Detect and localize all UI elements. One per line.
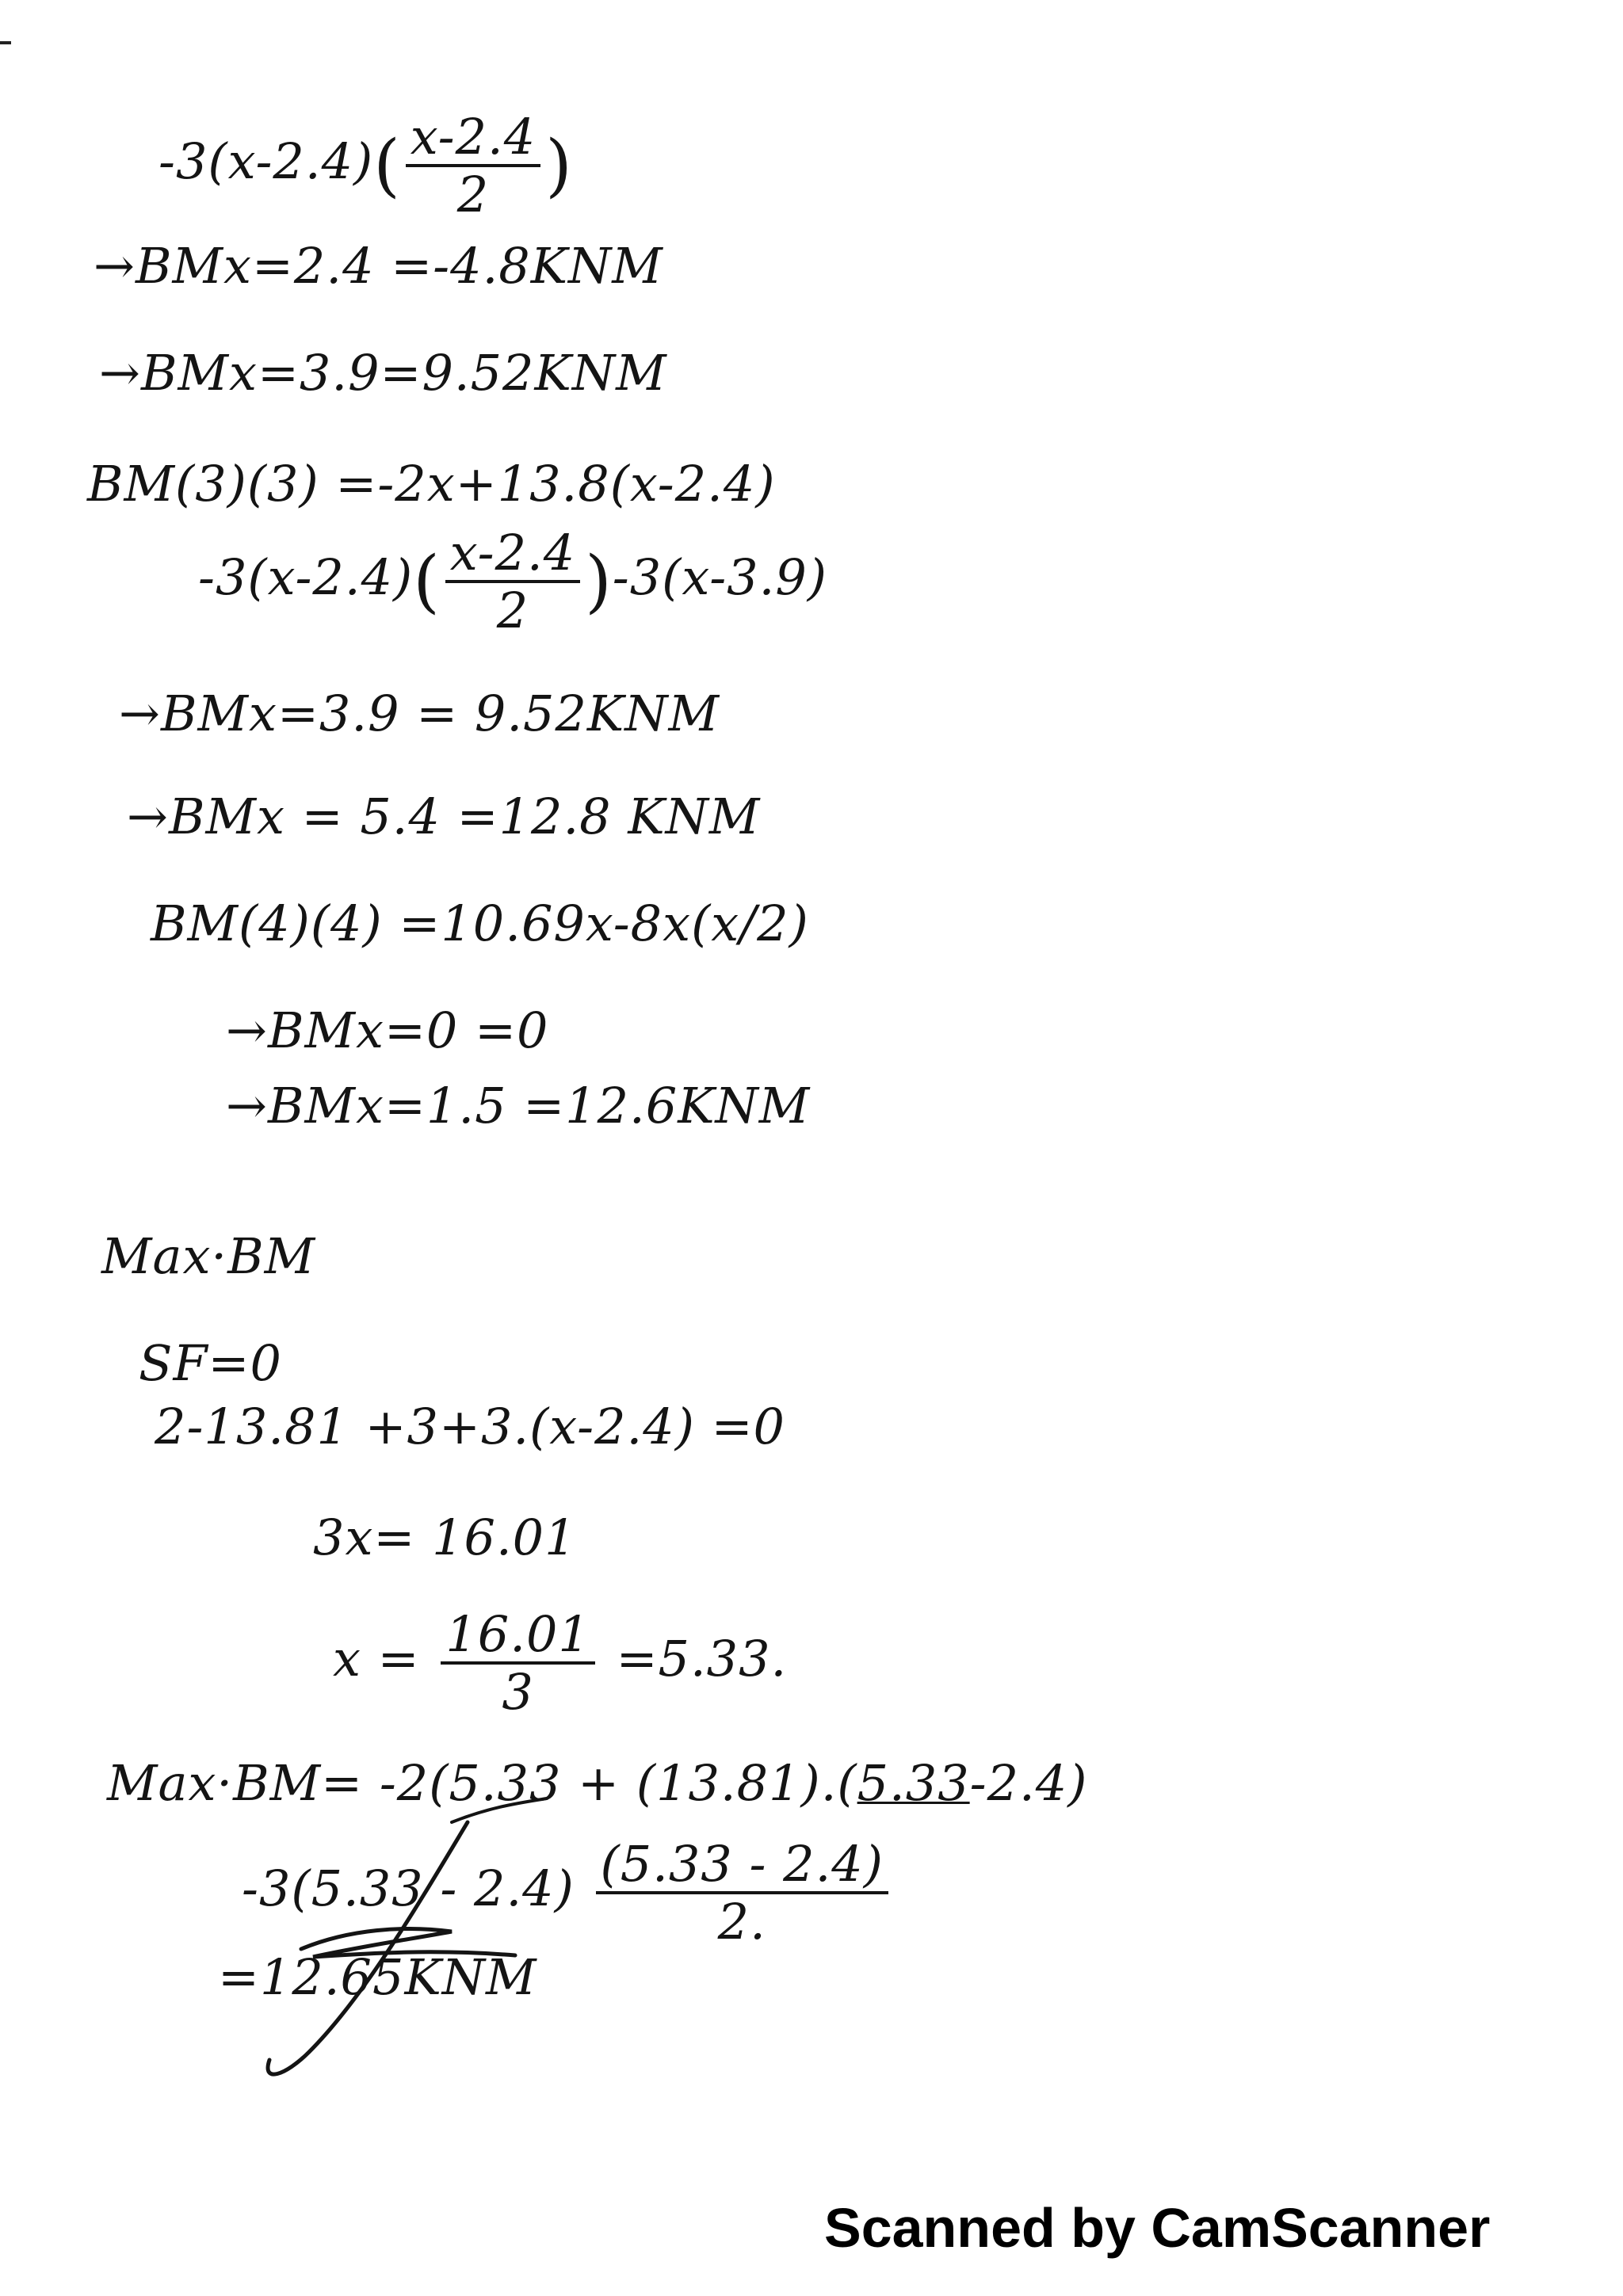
fraction-numerator: 16.01 [441, 1608, 595, 1665]
line-15-fraction [441, 1605, 595, 1722]
line-11: Max·BM [101, 1227, 316, 1285]
line-1-fraction [406, 108, 540, 224]
line-15-result: =5.33. [616, 1630, 788, 1688]
line-3: →BMx=3.9=9.52KNM [99, 344, 667, 402]
signature-mark [238, 1791, 840, 2123]
line-1-expression: -3(x-2.4) [158, 132, 374, 191]
line-5-fraction [445, 524, 580, 640]
line-5-tail: -3(x-3.9) [612, 548, 827, 607]
line-15-lhs: x = [333, 1630, 420, 1688]
fraction-numerator: x-2.4 [445, 527, 580, 583]
line-8: BM(4)(4) =10.69x-8x(x/2) [151, 894, 809, 952]
line-17-expression: -3(5.33 - 2.4) [242, 1859, 575, 1918]
fraction-denominator: 2 [456, 166, 490, 224]
line-13: 2-13.81 +3+3.(x-2.4) =0 [155, 1398, 786, 1455]
fraction-denominator: 3 [502, 1663, 534, 1722]
line-15 [333, 1605, 788, 1722]
line-14: 3x= 16.01 [313, 1508, 577, 1566]
line-16-underlined: 5.33 [857, 1754, 970, 1812]
line-4: BM(3)(3) =-2x+13.8(x-2.4) [87, 455, 776, 513]
line-1: -3(x-2.4)( $\frac{x-2.4}{2}$ ) [158, 108, 573, 224]
page-edge-mark [0, 41, 11, 44]
line-9: →BMx=0 =0 [226, 1001, 549, 1059]
fraction-denominator: 2. [717, 1893, 766, 1951]
line-7: →BMx = 5.4 =12.8 KNM [127, 788, 761, 845]
line-5: -3(x-2.4)( $\frac{x-2.4}{2}$ )-3(x-3.9) [198, 524, 827, 640]
line-2: →BMx=2.4 =-4.8KNM [94, 237, 663, 295]
line-16-expression: Max·BM= -2(5.33 + (13.81).( [107, 1754, 857, 1812]
line-16-tail: -2.4) [969, 1754, 1088, 1812]
line-12: SF=0 [139, 1334, 282, 1392]
line-6: →BMx=3.9 = 9.52KNM [119, 685, 720, 742]
line-5-expression: -3(x-2.4) [198, 548, 414, 607]
scanner-footer: Scanned by CamScanner [824, 2197, 1491, 2259]
fraction-numerator: (5.33 - 2.4) [596, 1838, 888, 1894]
line-18: =12.65KNM [218, 1948, 537, 2006]
line-10: →BMx=1.5 =12.6KNM [226, 1077, 811, 1135]
fraction-denominator: 2 [496, 582, 529, 640]
fraction-numerator: x-2.4 [406, 111, 540, 167]
